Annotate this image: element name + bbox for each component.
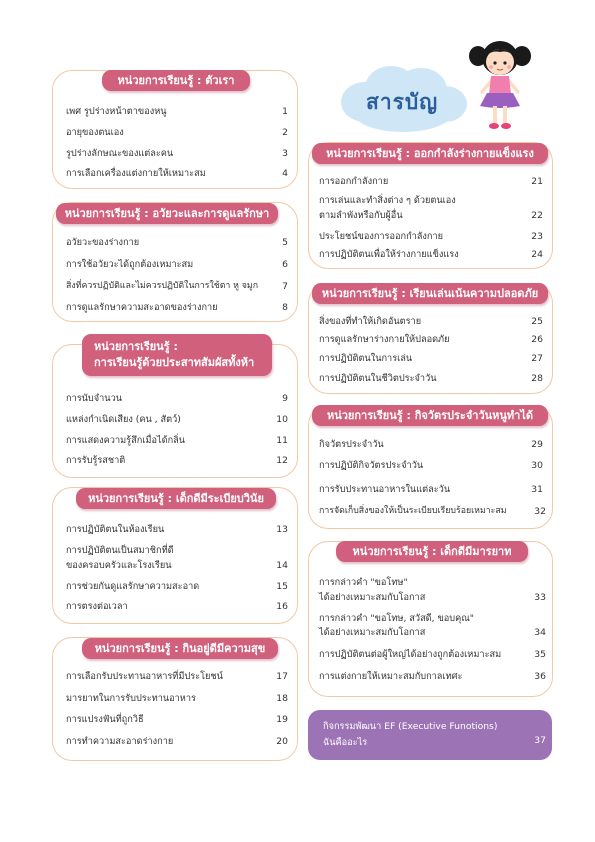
toc-item[interactable]: การปฏิบัติตนในห้องเรียน xyxy=(66,524,165,535)
toc-item[interactable]: การปฏิบัติกิจวัตรประจำวัน xyxy=(319,460,424,471)
toc-item[interactable]: สิ่งของที่ทำให้เกิดอันตราย xyxy=(319,316,422,327)
toc-page: 13 xyxy=(276,524,288,535)
toc-page: 4 xyxy=(282,168,288,179)
toc-item-line2: ได้อย่างเหมาะสมกับโอกาส xyxy=(319,627,426,638)
toc-item[interactable]: การเลือกรับประทานอาหารที่มีประโยชน์ xyxy=(66,671,223,682)
ef-title: กิจกรรมพัฒนา EF (Executive Funotions) xyxy=(323,721,498,732)
toc-page: 3 xyxy=(282,148,288,159)
toc-page: 25 xyxy=(531,316,543,327)
unit-header-exercise: หน่วยการเรียนรู้ : ออกกำลังร่างกายแข็งแรง xyxy=(312,143,548,164)
toc-item[interactable]: การปฏิบัติตนเพื่อให้ร่างกายแข็งแรง xyxy=(319,249,459,260)
toc-page: 11 xyxy=(276,435,288,446)
toc-item[interactable]: สิ่งที่ควรปฏิบัติและไม่ควรปฏิบัติในการใช้ตา หู จมูก xyxy=(66,281,259,291)
toc-item[interactable]: การรับประทานอาหารในแต่ละวัน xyxy=(319,484,451,495)
unit-header-discipline: หน่วยการเรียนรู้ : เด็กดีมีระเบียบวินัย xyxy=(76,488,276,509)
toc-page: 24 xyxy=(531,249,543,260)
toc-item[interactable]: อายุของตนเอง xyxy=(66,127,124,138)
toc-item[interactable]: อวัยวะของร่างกาย xyxy=(66,237,140,248)
toc-item[interactable]: การเล่นและทำสิ่งต่าง ๆ ด้วยตนเอง xyxy=(319,195,456,206)
toc-page: 16 xyxy=(276,601,288,612)
toc-page: 8 xyxy=(282,302,288,313)
toc-page: 14 xyxy=(276,560,288,571)
toc-item[interactable]: การดูแลรักษาร่างกายให้ปลอดภัย xyxy=(319,334,450,345)
toc-item[interactable]: การดูแลรักษาความสะอาดของร่างกาย xyxy=(66,302,218,313)
toc-item[interactable]: แหล่งกำเนิดเสียง (คน , สัตว์) xyxy=(66,414,181,425)
toc-item[interactable]: การเลือกเครื่องแต่งกายให้เหมาะสม xyxy=(66,168,206,179)
unit-header-senses-line2: การเรียนรู้ด้วยประสาทสัมผัสทั้งห้า xyxy=(94,356,255,369)
toc-page: 23 xyxy=(531,231,543,242)
toc-page: 19 xyxy=(276,714,288,725)
toc-page: 27 xyxy=(531,353,543,364)
toc-item[interactable]: การปฏิบัติตนเป็นสมาชิกที่ดี xyxy=(66,545,174,556)
toc-page: 7 xyxy=(282,281,288,292)
toc-page: 2 xyxy=(282,127,288,138)
toc-page: 5 xyxy=(282,237,288,248)
page-title: สารบัญ xyxy=(366,90,439,114)
toc-item[interactable]: การกล่าวคำ "ขอโทษ" xyxy=(319,577,408,588)
toc-item[interactable]: การใช้อวัยวะได้ถูกต้องเหมาะสม xyxy=(66,259,194,270)
toc-item[interactable]: การช่วยกันดูแลรักษาความสะอาด xyxy=(66,581,200,592)
toc-page: 9 xyxy=(282,393,288,404)
unit-header-organs: หน่วยการเรียนรู้ : อวัยวะและการดูแลรักษา xyxy=(56,203,278,224)
toc-page: 33 xyxy=(534,592,546,603)
toc-item[interactable]: การตรงต่อเวลา xyxy=(66,601,128,612)
unit-header-senses-line1: หน่วยการเรียนรู้ : xyxy=(94,340,178,353)
toc-item-line2: ตามลำพังหรือกับผู้อื่น xyxy=(319,210,403,221)
toc-page: 21 xyxy=(531,176,543,187)
toc-item[interactable]: การแต่งกายให้เหมาะสมกับกาลเทศะ xyxy=(319,671,463,682)
toc-page: 30 xyxy=(531,460,543,471)
toc-page: 29 xyxy=(531,439,543,450)
toc-item[interactable]: การนับจำนวน xyxy=(66,393,123,404)
unit-header-manners: หน่วยการเรียนรู้ : เด็กดีมีมารยาท xyxy=(336,541,528,562)
toc-item-line2: ได้อย่างเหมาะสมกับโอกาส xyxy=(319,592,426,603)
toc-page: 18 xyxy=(276,693,288,704)
toc-page: 32 xyxy=(534,506,546,517)
ef-activity-box[interactable] xyxy=(308,710,552,760)
toc-item[interactable]: การปฏิบัติตนในการเล่น xyxy=(319,353,413,364)
toc-page: 17 xyxy=(276,671,288,682)
unit-header-healthy: หน่วยการเรียนรู้ : กินอยู่ดีมีความสุข xyxy=(82,638,278,659)
toc-item[interactable]: กิจวัตรประจำวัน xyxy=(319,439,384,450)
toc-item[interactable]: รูปร่างลักษณะของแต่ละคน xyxy=(66,148,174,159)
unit-header-routine: หน่วยการเรียนรู้ : กิจวัตรประจำวันหนูทำได้ xyxy=(312,405,548,426)
unit-header-safety: หน่วยการเรียนรู้ : เรียนเล่นเน้นความปลอดภัย xyxy=(312,283,548,304)
ef-subtitle: ฉันคืออะไร xyxy=(323,737,368,748)
toc-item[interactable]: การปฏิบัติตนในชีวิตประจำวัน xyxy=(319,373,437,384)
toc-page: 12 xyxy=(276,455,288,466)
ef-page: 37 xyxy=(534,735,546,746)
toc-page: 20 xyxy=(276,736,288,747)
toc-page: 35 xyxy=(534,649,546,660)
toc-item[interactable]: การกล่าวคำ "ขอโทษ, สวัสดี, ขอบคุณ" xyxy=(319,613,475,624)
toc-item[interactable]: การแสดงความรู้สึกเมื่อได้กลิ่น xyxy=(66,435,186,446)
toc-page: 15 xyxy=(276,581,288,592)
toc-item[interactable]: มารยาทในการรับประทานอาหาร xyxy=(66,693,196,704)
toc-page: 36 xyxy=(534,671,546,682)
unit-header-senses xyxy=(82,334,272,376)
toc-item[interactable]: เพศ รูปร่างหน้าตาของหนู xyxy=(66,106,167,117)
toc-item-line2: ของครอบครัวและโรงเรียน xyxy=(66,560,172,571)
toc-item[interactable]: การทำความสะอาดร่างกาย xyxy=(66,736,174,747)
unit-header-body: หน่วยการเรียนรู้ : ตัวเรา xyxy=(102,70,250,91)
toc-page: 34 xyxy=(534,627,546,638)
girl-illustration xyxy=(468,36,532,134)
toc-page: 22 xyxy=(531,210,543,221)
toc-page: 28 xyxy=(531,373,543,384)
toc-page: 31 xyxy=(531,484,543,495)
toc-item[interactable]: การปฏิบัติตนต่อผู้ใหญ่ได้อย่างถูกต้องเหมาะสม xyxy=(319,649,502,660)
toc-page: 6 xyxy=(282,259,288,270)
toc-item[interactable]: การจัดเก็บสิ่งของให้เป็นระเบียบเรียบร้อยเหมาะสม xyxy=(319,506,507,516)
toc-item[interactable]: การแปรงฟันที่ถูกวิธี xyxy=(66,714,144,725)
toc-page: 1 xyxy=(282,106,288,117)
toc-page: 26 xyxy=(531,334,543,345)
toc-item[interactable]: การออกกำลังกาย xyxy=(319,176,389,187)
toc-page: 10 xyxy=(276,414,288,425)
toc-item[interactable]: ประโยชน์ของการออกกำลังกาย xyxy=(319,231,444,242)
toc-item[interactable]: การรับรู้รสชาติ xyxy=(66,455,126,466)
